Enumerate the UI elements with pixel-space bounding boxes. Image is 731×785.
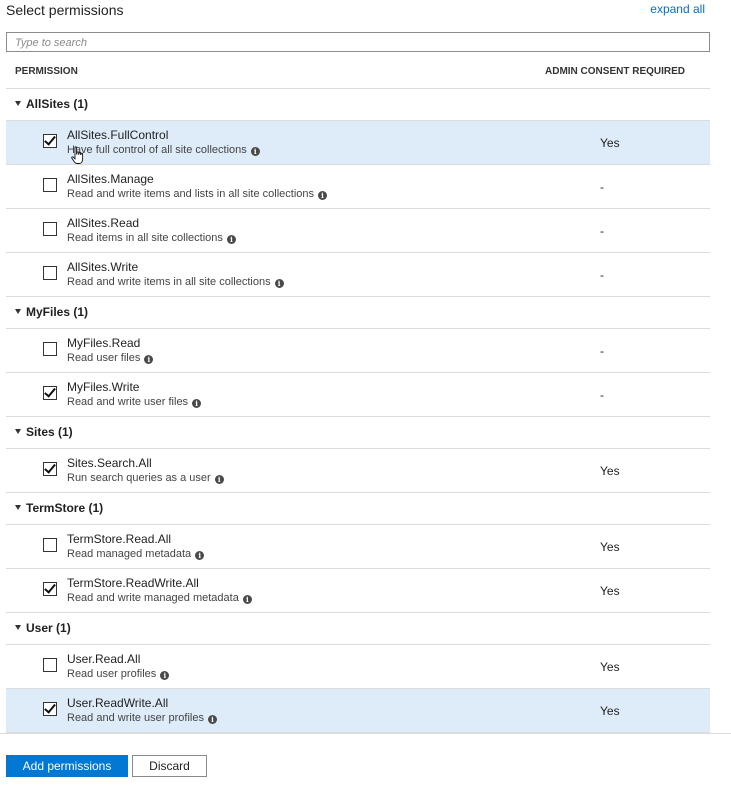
permission-row[interactable] <box>6 329 710 373</box>
permission-description-text: Run search queries as a user <box>67 472 211 484</box>
permission-name: MyFiles.Write <box>67 380 140 394</box>
permission-description <box>67 144 260 156</box>
permission-checkbox[interactable] <box>43 582 57 596</box>
permission-description <box>67 276 284 288</box>
hand-pointer-icon <box>71 146 85 166</box>
checkmark-icon <box>44 701 56 713</box>
admin-consent-value: - <box>600 180 604 194</box>
permission-group-header[interactable] <box>6 89 710 121</box>
info-icon[interactable]: i <box>192 399 201 408</box>
info-icon[interactable]: i <box>227 235 236 244</box>
permissions-table <box>6 89 710 733</box>
permission-description <box>67 548 204 560</box>
permission-row[interactable] <box>6 165 710 209</box>
permission-row[interactable] <box>6 449 710 493</box>
caret-down-icon <box>15 429 21 434</box>
permission-description <box>67 352 153 364</box>
info-icon[interactable]: i <box>318 191 327 200</box>
footer-divider <box>0 733 731 734</box>
permission-group-label: Sites (1) <box>26 425 73 439</box>
permission-row[interactable] <box>6 209 710 253</box>
permission-checkbox[interactable] <box>43 462 57 476</box>
permission-description <box>67 592 252 604</box>
permission-description <box>67 472 224 484</box>
permission-description <box>67 232 236 244</box>
permission-group-header[interactable] <box>6 493 710 525</box>
page-title: Select permissions <box>6 2 124 18</box>
permission-group-label: MyFiles (1) <box>26 305 89 319</box>
admin-consent-value: Yes <box>600 660 620 674</box>
admin-consent-value: Yes <box>600 136 620 150</box>
info-icon[interactable]: i <box>251 147 260 156</box>
permission-description-text: Read and write items in all site collections <box>67 276 271 288</box>
info-icon[interactable]: i <box>243 595 252 604</box>
expand-all-link[interactable]: expand all <box>650 2 705 16</box>
permission-name: AllSites.FullControl <box>67 128 169 142</box>
permission-row[interactable] <box>6 525 710 569</box>
permission-name: MyFiles.Read <box>67 336 141 350</box>
permission-row[interactable] <box>6 689 710 733</box>
permission-description <box>67 712 217 724</box>
permission-group-header[interactable] <box>6 613 710 645</box>
add-permissions-button[interactable]: Add permissions <box>6 755 128 777</box>
permission-name: AllSites.Write <box>67 260 139 274</box>
admin-consent-value: Yes <box>600 464 620 478</box>
permission-checkbox[interactable] <box>43 538 57 552</box>
permission-name: TermStore.Read.All <box>67 532 172 546</box>
permission-row[interactable] <box>6 373 710 417</box>
caret-down-icon <box>15 505 21 510</box>
permission-group-header[interactable] <box>6 417 710 449</box>
permission-name: User.Read.All <box>67 652 141 666</box>
column-header-permission: PERMISSION <box>15 66 78 77</box>
permission-checkbox[interactable] <box>43 266 57 280</box>
permission-group-label: TermStore (1) <box>26 501 104 515</box>
permission-checkbox[interactable] <box>43 702 57 716</box>
info-icon[interactable]: i <box>144 355 153 364</box>
info-icon[interactable]: i <box>208 715 217 724</box>
permission-checkbox[interactable] <box>43 134 57 148</box>
info-icon[interactable]: i <box>215 475 224 484</box>
table-header <box>6 52 710 89</box>
checkmark-icon <box>44 133 56 145</box>
checkmark-icon <box>44 581 56 593</box>
search-input[interactable] <box>7 34 709 52</box>
column-header-admin-consent: ADMIN CONSENT REQUIRED <box>545 66 686 77</box>
permission-description-text: Read user files <box>67 352 141 364</box>
info-icon[interactable]: i <box>195 551 204 560</box>
checkmark-icon <box>44 461 56 473</box>
permission-description-text: Read managed metadata <box>67 548 192 560</box>
permission-group-label: User (1) <box>26 621 71 635</box>
permission-group-label: AllSites (1) <box>26 97 89 111</box>
permission-name: Sites.Search.All <box>67 456 152 470</box>
permission-description-text: Read and write managed metadata <box>67 592 239 604</box>
permission-checkbox[interactable] <box>43 178 57 192</box>
admin-consent-value: Yes <box>600 704 620 718</box>
permission-description <box>67 668 169 680</box>
permission-name: AllSites.Read <box>67 216 140 230</box>
permission-description-text: Read and write user profiles <box>67 712 204 724</box>
permission-name: AllSites.Manage <box>67 172 154 186</box>
admin-consent-value: Yes <box>600 584 620 598</box>
search-box[interactable] <box>6 32 710 52</box>
permission-description-text: Read and write user files <box>67 396 189 408</box>
permission-description <box>67 188 327 200</box>
permission-checkbox[interactable] <box>43 386 57 400</box>
permission-row[interactable] <box>6 645 710 689</box>
admin-consent-value: - <box>600 388 604 402</box>
permission-checkbox[interactable] <box>43 222 57 236</box>
admin-consent-value: - <box>600 344 604 358</box>
permission-group-header[interactable] <box>6 297 710 329</box>
permission-checkbox[interactable] <box>43 342 57 356</box>
permission-description-text: Have full control of all site collections <box>67 144 247 156</box>
permission-name: User.ReadWrite.All <box>67 696 169 710</box>
permission-description <box>67 396 201 408</box>
admin-consent-value: Yes <box>600 540 620 554</box>
permission-description-text: Read and write items and lists in all site collections <box>67 188 315 200</box>
caret-down-icon <box>15 625 21 630</box>
admin-consent-value: - <box>600 224 604 238</box>
permission-checkbox[interactable] <box>43 658 57 672</box>
permission-row[interactable] <box>6 569 710 613</box>
info-icon[interactable]: i <box>275 279 284 288</box>
permission-description-text: Read user profiles <box>67 668 157 680</box>
caret-down-icon <box>15 101 21 106</box>
admin-consent-value: - <box>600 268 604 282</box>
caret-down-icon <box>15 309 21 314</box>
permission-name: TermStore.ReadWrite.All <box>67 576 199 590</box>
discard-button[interactable]: Discard <box>132 755 207 777</box>
info-icon[interactable]: i <box>160 671 169 680</box>
permission-row[interactable] <box>6 121 710 165</box>
permission-row[interactable] <box>6 253 710 297</box>
checkmark-icon <box>44 385 56 397</box>
permission-description-text: Read items in all site collections <box>67 232 223 244</box>
